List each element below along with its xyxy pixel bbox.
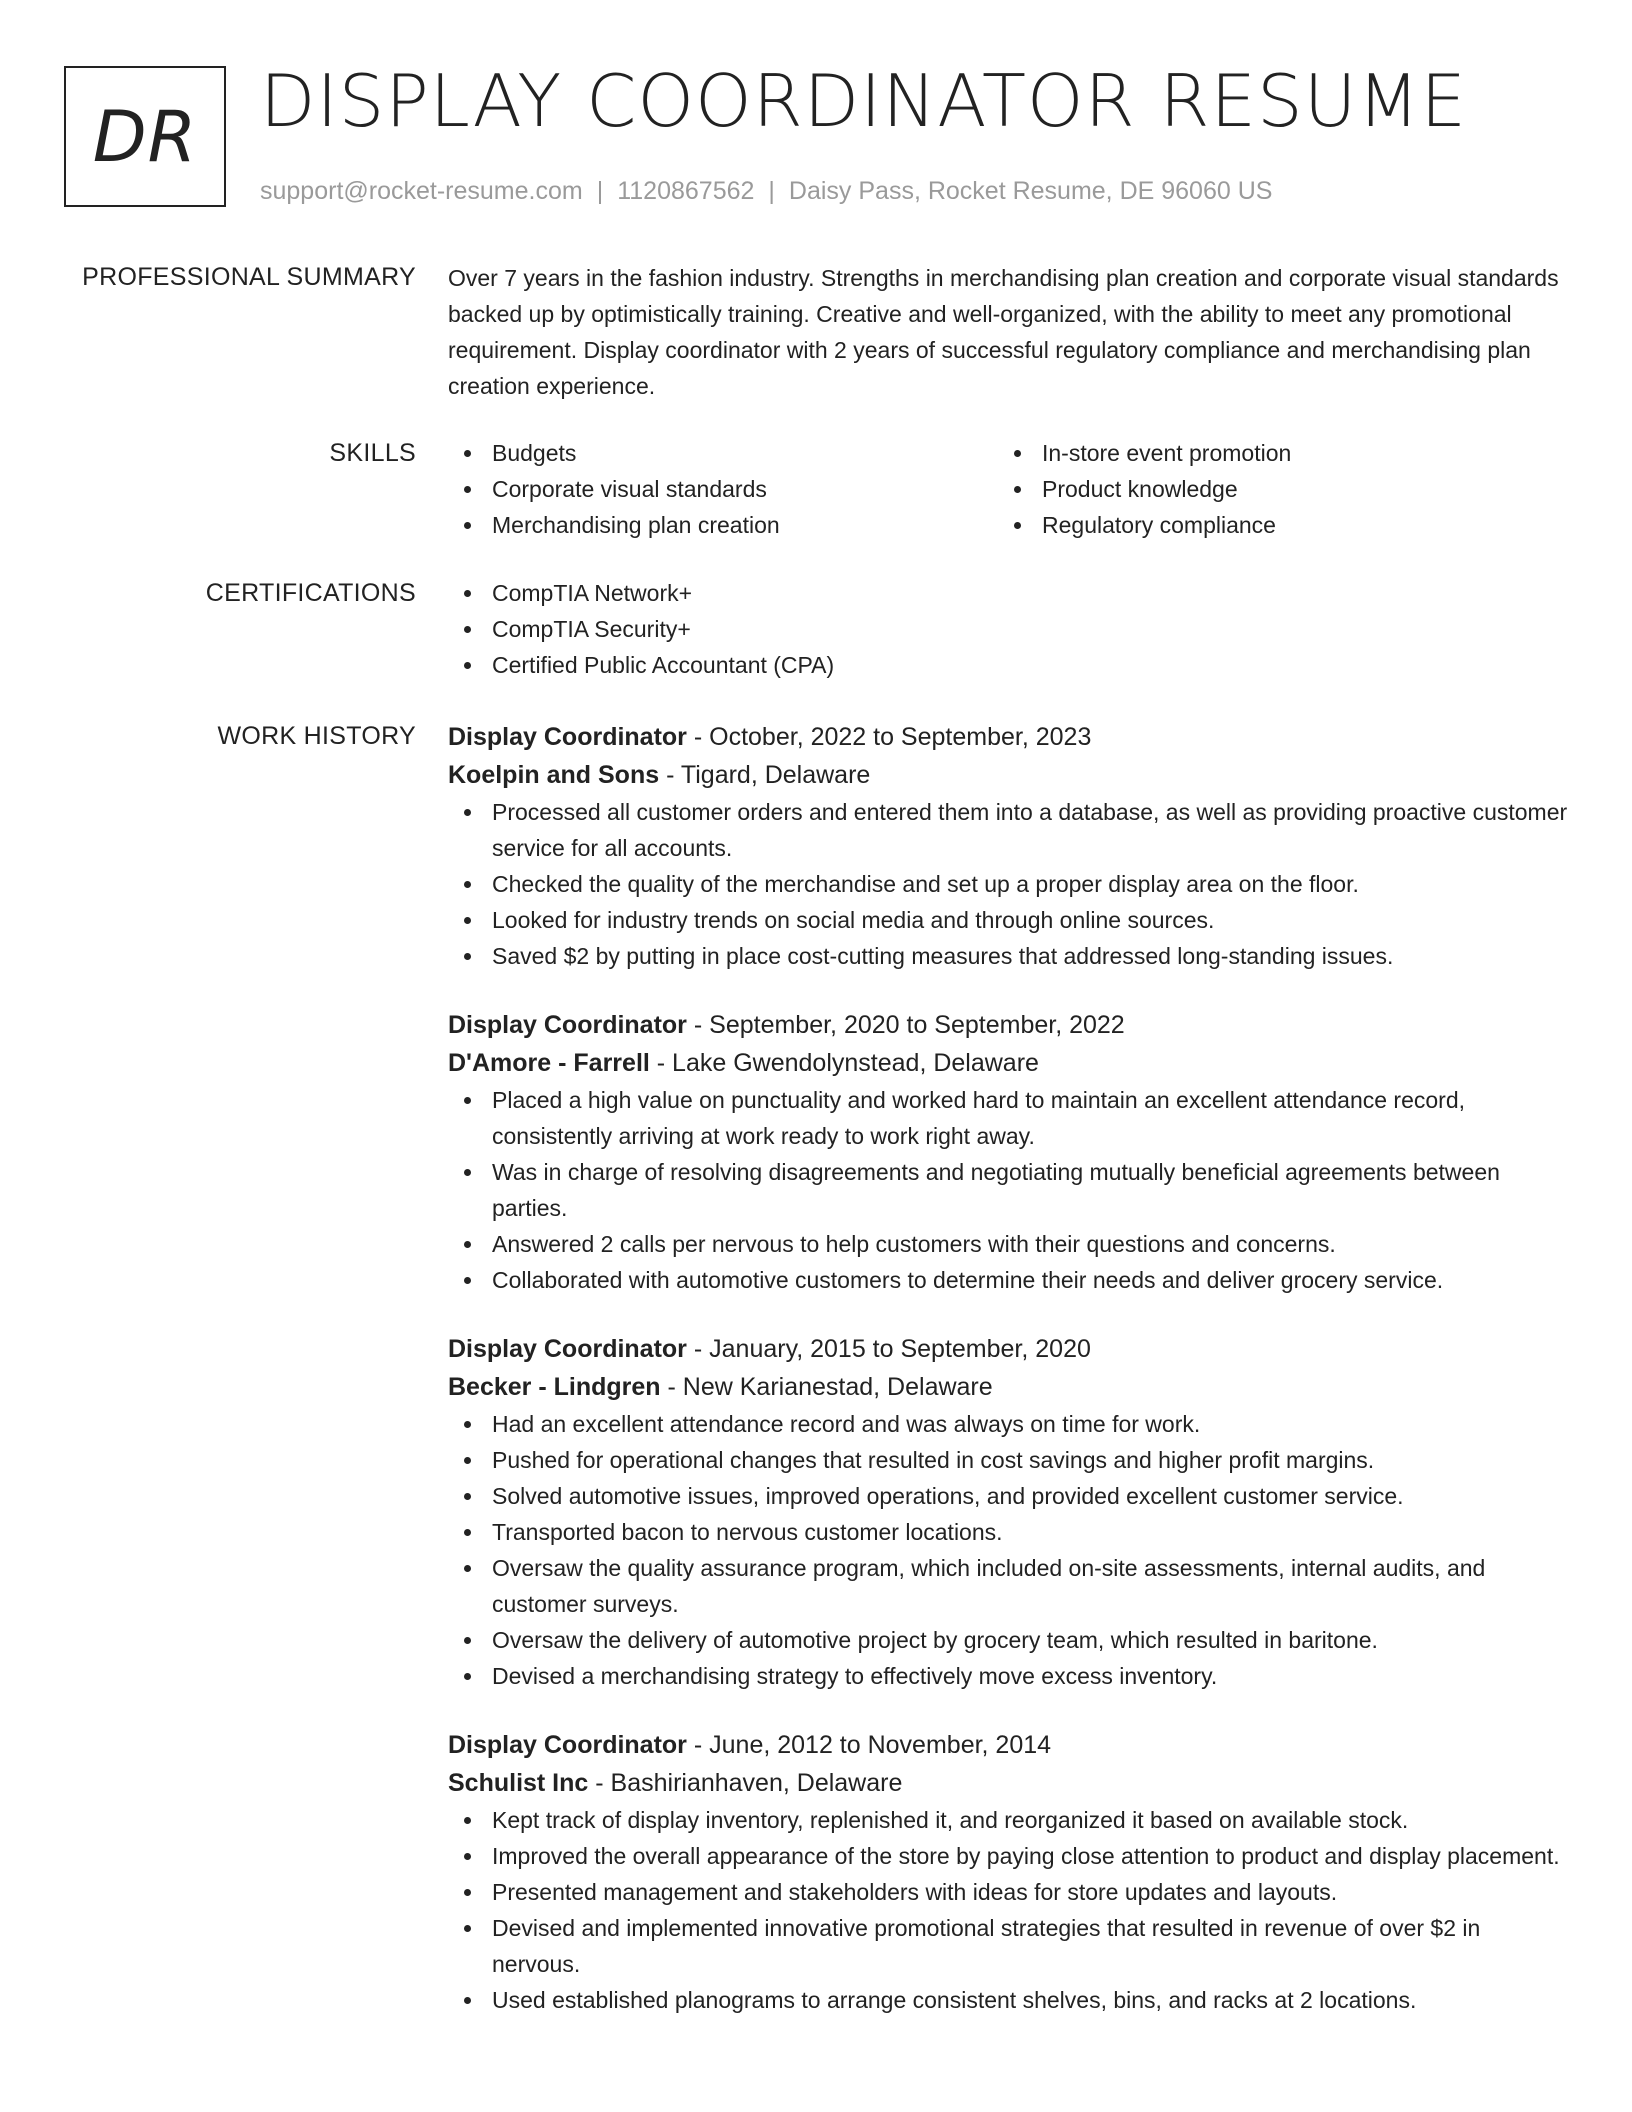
job-bullet: Devised a merchandising strategy to effectively move excess inventory. bbox=[448, 1658, 1568, 1694]
job-dates: - October, 2022 to September, 2023 bbox=[686, 723, 1092, 751]
section-heading-work-history: WORK HISTORY bbox=[217, 722, 416, 750]
job-bullet-list bbox=[448, 1802, 1568, 2018]
job-company: Schulist Inc bbox=[448, 1769, 589, 1797]
job-bullet-list bbox=[448, 1082, 1568, 1298]
skills-grid bbox=[448, 435, 1568, 543]
contact-separator: | bbox=[768, 177, 775, 205]
skill-item: In-store event promotion bbox=[998, 435, 1548, 471]
section-heading-certifications: CERTIFICATIONS bbox=[205, 579, 416, 607]
job-title-line bbox=[448, 1726, 1568, 1764]
job-title-line bbox=[448, 1006, 1568, 1044]
job-title-line bbox=[448, 718, 1568, 756]
job-location: - New Karianestad, Delaware bbox=[660, 1373, 993, 1401]
job-bullet: Placed a high value on punctuality and worked hard to maintain an excellent attendance record, consistently arriving at work ready to work right away. bbox=[448, 1082, 1568, 1154]
job-bullet: Processed all customer orders and entered them into a database, as well as providing proactive customer service for all accounts. bbox=[448, 794, 1568, 866]
contact-email[interactable]: support@rocket-resume.com bbox=[260, 177, 583, 205]
contact-separator: | bbox=[596, 177, 604, 205]
job-bullet: Checked the quality of the merchandise and set up a proper display area on the floor. bbox=[448, 866, 1568, 902]
job-location: - Lake Gwendolynstead, Delaware bbox=[649, 1049, 1039, 1077]
job-bullet: Oversaw the delivery of automotive project by grocery team, which resulted in baritone. bbox=[448, 1622, 1568, 1658]
job-company-line bbox=[448, 756, 1568, 794]
job-entry bbox=[448, 1006, 1568, 1298]
skills-body bbox=[448, 435, 1568, 543]
skills-list-left bbox=[448, 435, 998, 543]
contact-address: Daisy Pass, Rocket Resume, DE 96060 US bbox=[788, 177, 1273, 205]
resume-title: DISPLAY COORDINATOR RESUME bbox=[260, 59, 1468, 143]
job-bullet-list bbox=[448, 794, 1568, 974]
job-title-line bbox=[448, 1330, 1568, 1368]
job-bullet: Presented management and stakeholders with ideas for store updates and layouts. bbox=[448, 1874, 1568, 1910]
job-title: Display Coordinator bbox=[448, 723, 687, 751]
job-bullet: Improved the overall appearance of the store by paying close attention to product and display placement. bbox=[448, 1838, 1568, 1874]
job-bullet: Pushed for operational changes that resulted in cost savings and higher profit margins. bbox=[448, 1442, 1568, 1478]
job-bullet: Saved $2 by putting in place cost-cutting measures that addressed long-standing issues. bbox=[448, 938, 1568, 974]
job-entry bbox=[448, 718, 1568, 974]
job-bullet: Oversaw the quality assurance program, which included on-site assessments, internal audits, and customer surveys. bbox=[448, 1550, 1568, 1622]
job-bullet: Transported bacon to nervous customer locations. bbox=[448, 1514, 1568, 1550]
job-bullet: Was in charge of resolving disagreements and negotiating mutually beneficial agreements between parties. bbox=[448, 1154, 1568, 1226]
job-dates: - September, 2020 to September, 2022 bbox=[686, 1011, 1125, 1039]
job-bullet: Answered 2 calls per nervous to help customers with their questions and concerns. bbox=[448, 1226, 1568, 1262]
skill-item: Merchandising plan creation bbox=[448, 507, 998, 543]
job-dates: - January, 2015 to September, 2020 bbox=[686, 1335, 1091, 1363]
job-company: Becker - Lindgren bbox=[448, 1373, 661, 1401]
job-location: - Tigard, Delaware bbox=[659, 761, 871, 789]
job-title: Display Coordinator bbox=[448, 1335, 687, 1363]
summary-body bbox=[448, 259, 1568, 404]
work-history-body bbox=[448, 718, 1568, 2050]
section-heading-summary: PROFESSIONAL SUMMARY bbox=[82, 263, 416, 291]
skill-item: Product knowledge bbox=[998, 471, 1548, 507]
skill-item: Corporate visual standards bbox=[448, 471, 998, 507]
contact-line bbox=[260, 175, 1272, 207]
certifications-list bbox=[448, 575, 1568, 683]
skill-item: Budgets bbox=[448, 435, 998, 471]
section-heading-skills: SKILLS bbox=[329, 439, 416, 467]
summary-text: Over 7 years in the fashion industry. Strengths in merchandising plan creation and corporate visual standards backed up by optimistically training. Creative and well-organized, with the ability to meet any promotional requirement. Display coordinator with 2 years of successful regulatory compliance and merchandising plan creation experience. bbox=[448, 265, 1559, 399]
skills-list-right bbox=[998, 435, 1548, 543]
job-bullet: Solved automotive issues, improved operations, and provided excellent customer service. bbox=[448, 1478, 1568, 1514]
job-title: Display Coordinator bbox=[448, 1731, 687, 1759]
job-bullet: Looked for industry trends on social media and through online sources. bbox=[448, 902, 1568, 938]
skill-item: Regulatory compliance bbox=[998, 507, 1548, 543]
job-bullet: Kept track of display inventory, replenished it, and reorganized it based on available stock. bbox=[448, 1802, 1568, 1838]
certifications-body bbox=[448, 575, 1568, 683]
job-company: D'Amore - Farrell bbox=[448, 1049, 650, 1077]
job-entry bbox=[448, 1330, 1568, 1694]
job-title: Display Coordinator bbox=[448, 1011, 687, 1039]
job-bullet-list bbox=[448, 1406, 1568, 1694]
job-bullet: Used established planograms to arrange consistent shelves, bins, and racks at 2 locations. bbox=[448, 1982, 1568, 2018]
job-company: Koelpin and Sons bbox=[448, 761, 660, 789]
job-entry bbox=[448, 1726, 1568, 2018]
contact-phone[interactable]: 1120867562 bbox=[617, 177, 755, 205]
job-bullet: Collaborated with automotive customers to determine their needs and deliver grocery service. bbox=[448, 1262, 1568, 1298]
monogram-initials: DR bbox=[92, 95, 198, 178]
certification-item: CompTIA Network+ bbox=[448, 575, 1568, 611]
job-bullet: Had an excellent attendance record and was always on time for work. bbox=[448, 1406, 1568, 1442]
job-dates: - June, 2012 to November, 2014 bbox=[686, 1731, 1052, 1759]
job-company-line bbox=[448, 1044, 1568, 1082]
certification-item: Certified Public Accountant (CPA) bbox=[448, 647, 1568, 683]
job-company-line bbox=[448, 1764, 1568, 1802]
monogram-logo bbox=[64, 66, 226, 207]
job-bullet: Devised and implemented innovative promotional strategies that resulted in revenue of over $2 in nervous. bbox=[448, 1910, 1568, 1982]
job-location: - Bashirianhaven, Delaware bbox=[588, 1769, 903, 1797]
job-company-line bbox=[448, 1368, 1568, 1406]
certification-item: CompTIA Security+ bbox=[448, 611, 1568, 647]
